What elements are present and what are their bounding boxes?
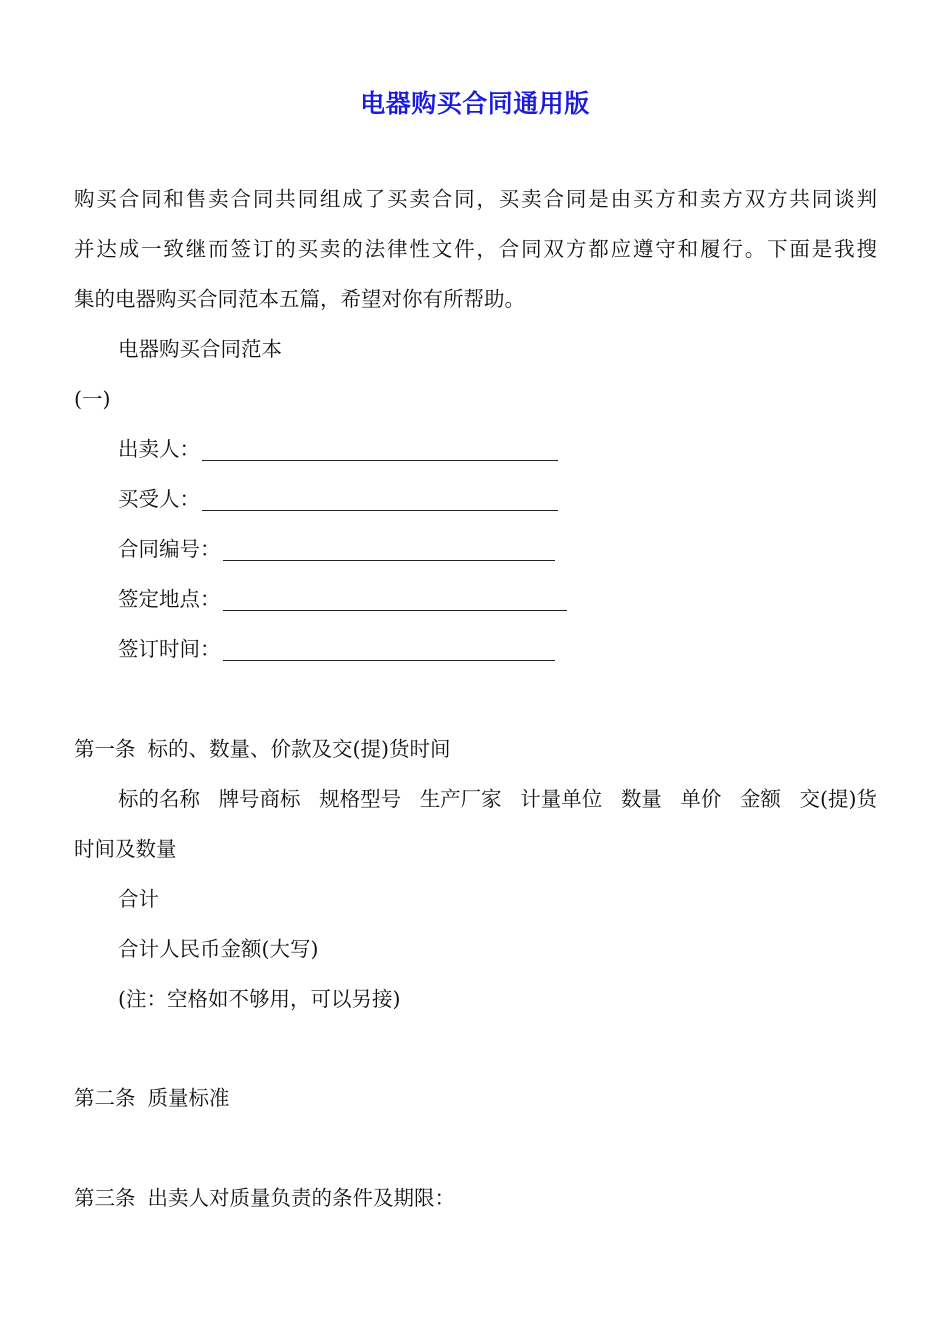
field-seller-label: 出卖人： — [118, 437, 200, 461]
column-label: 计量单位 — [520, 787, 603, 811]
intro-line-2: 并达成一致继而签订的买卖的法律性文件，合同双方都应遵守和履行。下面是我搜 — [74, 237, 877, 261]
article-1-total: 合计 — [118, 887, 159, 911]
field-sign-place-blank[interactable] — [223, 590, 567, 611]
article-2-title: 质量标准 — [147, 1086, 230, 1110]
intro-line-1: 购买合同和售卖合同共同组成了买卖合同，买卖合同是由买方和卖方双方共同谈判 — [74, 187, 877, 211]
article-1-title: 标的、数量、价款及交(提)货时间 — [147, 737, 451, 761]
article-2-number: 第二条 — [74, 1086, 136, 1110]
article-1-heading — [74, 735, 451, 763]
field-sign-time — [118, 635, 555, 663]
field-buyer — [118, 485, 558, 513]
document-title: 电器购买合同通用版 — [360, 89, 590, 118]
field-contract-no-blank[interactable] — [223, 540, 555, 561]
article-1-number: 第一条 — [74, 737, 136, 761]
field-buyer-blank[interactable] — [202, 490, 558, 511]
column-label: 金额 — [739, 787, 781, 811]
field-contract-no — [118, 535, 555, 563]
article-1-columns-cont: 时间及数量 — [74, 837, 177, 861]
field-sign-time-blank[interactable] — [223, 640, 555, 661]
column-label: 单价 — [680, 787, 722, 811]
column-label: 交(提)货 — [799, 787, 877, 811]
column-label: 标的名称 — [118, 787, 200, 811]
field-sign-place-label: 签定地点： — [118, 587, 221, 611]
column-label: 数量 — [620, 787, 662, 811]
field-seller-blank[interactable] — [202, 440, 558, 461]
field-sign-time-label: 签订时间： — [118, 637, 221, 661]
field-sign-place — [118, 585, 567, 613]
article-1-total-rmb: 合计人民币金额(大写) — [118, 937, 319, 961]
field-buyer-label: 买受人： — [118, 487, 200, 511]
article-3-number: 第三条 — [74, 1186, 136, 1210]
article-2-heading — [74, 1084, 230, 1112]
column-label: 生产厂家 — [419, 787, 502, 811]
article-3-heading — [74, 1184, 455, 1212]
article-3-title: 出卖人对质量负责的条件及期限： — [147, 1186, 455, 1210]
field-seller — [118, 435, 558, 463]
article-1-columns — [118, 785, 877, 813]
article-1-note: (注：空格如不够用，可以另接) — [118, 987, 401, 1011]
sample-number: (一) — [74, 387, 111, 411]
field-contract-no-label: 合同编号： — [118, 537, 221, 561]
sample-heading: 电器购买合同范本 — [118, 337, 282, 361]
column-label: 牌号商标 — [218, 787, 301, 811]
intro-line-3: 集的电器购买合同范本五篇，希望对你有所帮助。 — [74, 287, 525, 311]
column-label: 规格型号 — [319, 787, 402, 811]
